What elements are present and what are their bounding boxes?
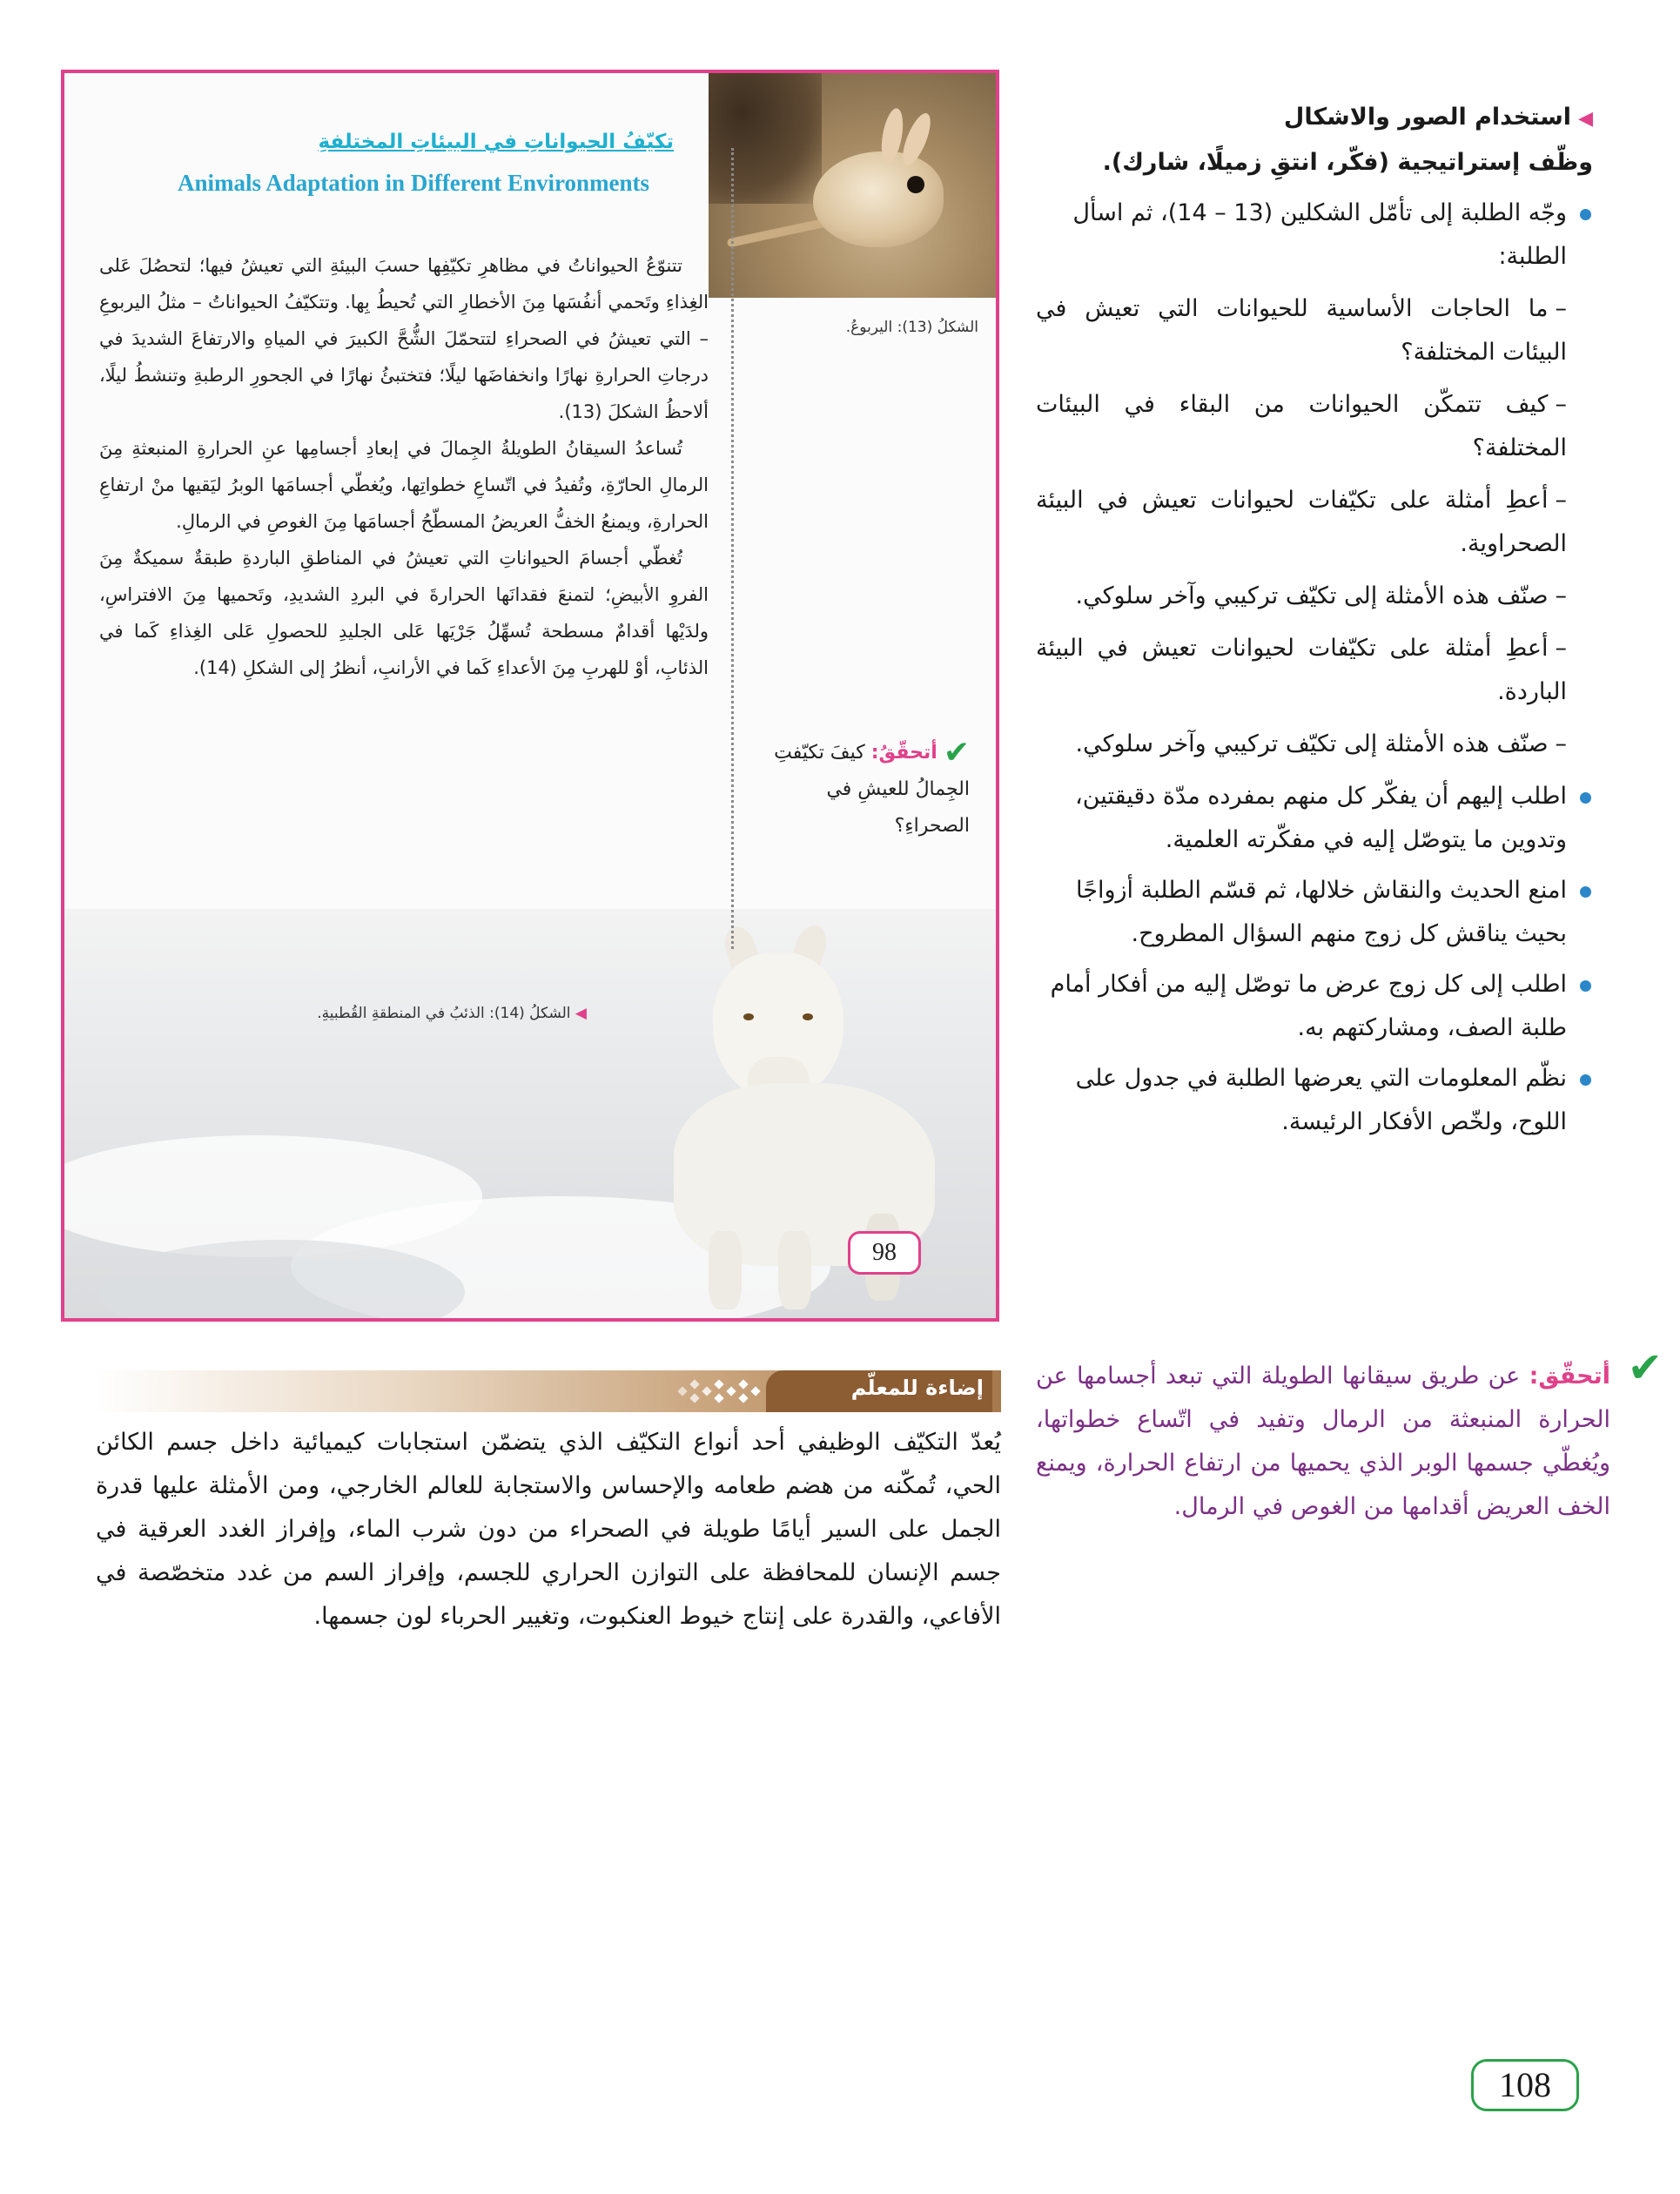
- section-heading: [1036, 96, 1593, 141]
- figure-14-caption: [212, 1005, 587, 1022]
- question-item: –صنّف هذه الأمثلة إلى تكيّف تركيبي وآخر سلوكي.: [1075, 730, 1567, 757]
- question-item: –كيف تتمكّن الحيوانات من البقاء في البيئات المختلفة؟: [1036, 391, 1567, 461]
- verify-label: أتحقّق:: [1529, 1363, 1610, 1390]
- question-text: صنّف هذه الأمثلة إلى تكيّف تركيبي وآخر سلوكي.: [1075, 582, 1549, 609]
- book-paragraph: تُغطّي أجسامَ الحيواناتِ التي تعيشُ في المناطقِ الباردةِ طبقةٌ سميكةٌ مِنَ الفروِ الأبيضِ؛ لتمنعَ فقدانَها الحرارةَ في البردِ الشديدِ، وتَحميها مِنَ الافتراسِ، ولدَيْها أقدامٌ مسطحة تُسهِّلُ جَرْيَها عَلى الجليدِ للحصولِ عَلى الغِذاءِ كَما في الذئابِ، أوْ للهربِ مِنَ الأعداءِ كَما في الأرانبِ، أنظرُ إلى الشكلِ (14).: [99, 548, 709, 678]
- verify-answer: [1036, 1343, 1663, 1529]
- question-item: –أعطِ أمثلة على تكيّفات لحيوانات تعيش في البيئة الصحراوية.: [1036, 487, 1567, 557]
- question-text: أعطِ أمثلة على تكيّفات لحيوانات تعيش في البيئة الصحراوية.: [1036, 487, 1567, 557]
- question-text: ما الحاجات الأساسية للحيوانات التي تعيش في البيئات المختلفة؟: [1036, 295, 1567, 366]
- question-item: –أعطِ أمثلة على تكيّفات لحيوانات تعيش في البيئة الباردة.: [1036, 635, 1567, 705]
- book-title-arabic: تكيّفُ الحيواناتِ في البيئاتِ المختلفةِ: [318, 131, 674, 153]
- jerboa-photo: [709, 73, 999, 298]
- bullet-item: وجّه الطلبة إلى تأمّل الشكلين (13 – 14)، ثم اسأل الطلبة:: [1036, 192, 1593, 279]
- diamond-pattern-icon: [670, 1374, 766, 1409]
- book-paragraph: تُساعدُ السيقانُ الطويلةُ الجِمالَ في إبعادِ أجسامِها عنِ الحرارةِ المنبعثةِ مِنَ الرمالِ الحارّةِ، وتُفيدُ في اتّساعِ خطواتِها، ويُغطّي أجسامَها الوبرُ ليَقيها منْ ارتفاعِ الحرارةِ، ويمنعُ الخفُّ العريضُ المسطّحُ أجسامَها مِنَ الغوصِ في الرمالِ.: [99, 438, 709, 532]
- teacher-note-title: إضاءة للمعلّم: [850, 1376, 984, 1400]
- question-text: أعطِ أمثلة على تكيّفات لحيوانات تعيش في البيئة الباردة.: [1036, 635, 1567, 705]
- section-heading-text: استخدام الصور والاشكال: [1283, 104, 1572, 131]
- question-item: –صنّف هذه الأمثلة إلى تكيّف تركيبي وآخر سلوكي.: [1075, 582, 1567, 609]
- question-item: –ما الحاجات الأساسية للحيوانات التي تعيش في البيئات المختلفة؟: [1036, 295, 1567, 366]
- checkmark-icon: ✔: [1627, 1343, 1663, 1392]
- student-book-page: [61, 70, 999, 1322]
- bullet-item: اطلب إليهم أن يفكّر كل منهم بمفرده مدّة دقيقتين، وتدوين ما يتوصّل إليه في مفكّرته العلمية.: [1036, 775, 1593, 862]
- checkmark-icon: ✔: [943, 735, 970, 771]
- verify-text: عن طريق سيقانها الطويلة التي تبعد أجسامها عن الحرارة المنبعثة من الرمال وتفيد في اتّساع خطواتها، ويُغطّي جسمها الوبر الذي يحميها من ارتفاع الحرارة، ويمنع الخف العريض أقدامها من الغوص في الرمال.: [1036, 1363, 1610, 1520]
- book-title-english: Animals Adaptation in Different Environments: [178, 170, 650, 196]
- check-question-box: [752, 735, 970, 845]
- question-text: كيف تتمكّن الحيوانات من البقاء في البيئات المختلفة؟: [1036, 391, 1567, 461]
- bullet-item: اطلب إلى كل زوج عرض ما توصّل إليه من أفكار أمام طلبة الصف، ومشاركتهم به.: [1036, 963, 1593, 1050]
- figure-14-caption-text: الشكلُ (14): الذئبُ في المنطقةِ القُطبيةِ.: [317, 1005, 571, 1022]
- figure-13-caption: الشكلُ (13): اليربوعُ.: [845, 319, 978, 336]
- book-body-text: [99, 247, 709, 686]
- column-divider: [731, 148, 734, 949]
- book-paragraph: تتنوّعُ الحيواناتُ في مظاهرِ تكيّفِها حسبَ البيئةِ التي تعيشُ فيها؛ لتحصُلَ عَلى الغِذاءِ وتَحمي أنفُسَها مِنَ الأخطارِ التي تُحيطُ بِها. وتتكيّفُ الحيواناتُ – مثلُ اليربوعِ – التي تعيشُ في الصحراءِ لتتحمّلَ الشُّحَّ الكبيرَ في المياهِ والارتفاعَ الشديدَ في درجاتِ الحرارةِ نهارًا وانخفاضَها ليلًا؛ فتختبئُ نهارًا في الجحورِ الرطبةِ وتنشطُ ليلًا، ألاحظُ الشكلَ (13).: [99, 255, 709, 422]
- triangle-left-icon: ◀: [1578, 108, 1593, 130]
- question-text: صنّف هذه الأمثلة إلى تكيّف تركيبي وآخر سلوكي.: [1075, 730, 1549, 757]
- check-question: كيفَ تكيّفتِ الجِمالُ للعيشِ في الصحراءِ؟: [774, 742, 970, 837]
- book-page-number: 98: [848, 1231, 921, 1275]
- triangle-left-icon: ◀: [575, 1005, 587, 1022]
- bullet-item: نظّم المعلومات التي يعرضها الطلبة في جدول على اللوح، ولخّص الأفكار الرئيسة.: [1036, 1057, 1593, 1144]
- strategy-line: وظّف إستراتيجية (فكّر، انتقِ زميلًا، شارك).: [1102, 149, 1593, 176]
- teacher-note-text: يُعدّ التكيّف الوظيفي أحد أنواع التكيّف الذي يتضمّن استجابات كيميائية داخل جسم الكائن الحي، تُمكّنه من هضم طعامه والإحساس والاستجابة للعالم الخارجي، ومن الأمثلة عليها قدرة الجمل على السير أيامًا طويلة في الصحراء من دون شرب الماء، وإفراز الغدد العرقية في جسم الإنسان للمحافظة على التوازن الحراري للجسم، وإفراز السم من غدد متخصّصة في الأفاعي، والقدرة على إنتاج خيوط العنكبوت، وتغيير الحرباء لون جسمها.: [96, 1429, 1001, 1630]
- teacher-guide-column: [1036, 96, 1593, 1151]
- page-number: 108: [1471, 2059, 1579, 2111]
- check-label: أتحقّقُ:: [870, 742, 937, 764]
- bullet-item: امنع الحديث والنقاش خلالها، ثم قسّم الطلبة أزواجًا بحيث يناقش كل زوج منهم السؤال المطروح.: [1036, 869, 1593, 956]
